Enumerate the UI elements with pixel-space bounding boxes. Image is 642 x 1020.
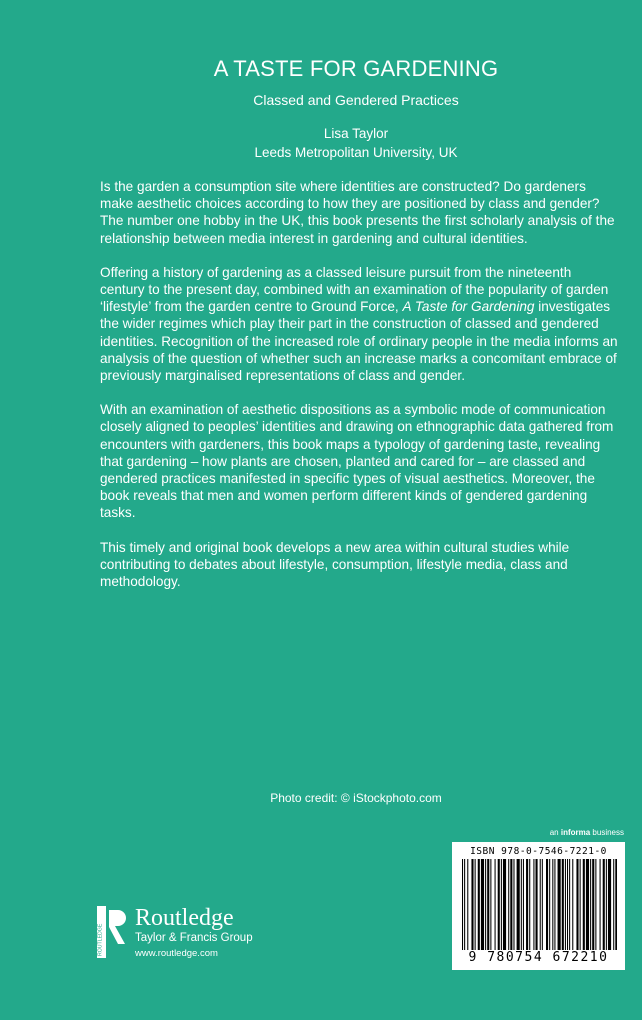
blurb-p2-book-title: A Taste for Gardening: [402, 299, 535, 315]
barcode-bar: [481, 859, 484, 955]
barcode-bar: [580, 859, 581, 955]
blurb-p2-start: Offering a history of gardening as a classed leisure pursuit from the nineteenth century to the present day, combined with an examination of the popularity of garden ‘lifestyle’ from the garden centre to Ground Force,: [100, 264, 609, 315]
barcode-bar: [517, 859, 520, 955]
publisher-text: [135, 906, 253, 959]
barcode-bar: [526, 859, 528, 955]
barcode-bar: [576, 859, 578, 955]
barcode-bar: [583, 859, 585, 955]
barcode-bar: [603, 859, 605, 955]
barcode-bar: [590, 859, 591, 955]
barcode-bar: [565, 859, 566, 955]
barcode-bar: [552, 859, 553, 955]
barcode-bar: [542, 859, 543, 955]
barcode-digits: 9 780754 672210: [452, 950, 625, 965]
blurb-paragraph-4: This timely and original book develops a new area within cultural studies while contributing to debates about lifestyle, consumption, lifestyle media, class and methodology.: [100, 539, 570, 590]
barcode-bar: [567, 859, 568, 955]
author-name: Lisa Taylor: [323, 126, 389, 141]
barcode-bar: [613, 859, 614, 955]
blurb-paragraph-3: With an examination of aesthetic dispositions as a symbolic mode of communication closely aligned to peoples’ identities and drawing on ethnographic data gathered from encounters with gardeners, this book maps a typology of gardening taste, revealing that gardening – how plants are chosen, planted and cared for – are classed and gendered practices manifested in specific types of visual aesthetics. Moreover, the book reveals that men and women perform different kinds of gendered gardening tasks.: [100, 402, 614, 521]
barcode-bar: [471, 859, 473, 955]
barcode-bar: [592, 859, 594, 955]
blurb-paragraph-1: Is the garden a consumption site where identities are constructed? Do gardeners make aesthetic choices according to how they are positioned by class and gender? The number one hobby in the UK, this book presents the first scholarly analysis of the relationship between media interest in gardening and cultural identities.: [100, 179, 615, 246]
barcode-bar: [549, 859, 550, 955]
informa-suffix: business: [590, 828, 624, 837]
barcode-bar: [508, 859, 509, 955]
barcode-bar: [572, 859, 573, 955]
routledge-mark-icon: [97, 906, 127, 958]
barcode-bar: [462, 859, 463, 955]
barcode-bar: [615, 859, 617, 955]
barcode: [452, 842, 625, 970]
barcode-bar: [554, 859, 555, 955]
publisher-logo: [97, 906, 253, 959]
barcode-bar: [586, 859, 589, 955]
barcode-bar: [485, 859, 486, 955]
publisher-name: Routledge: [135, 905, 234, 931]
photo-credit: Photo credit: © iStockphoto.com: [270, 791, 442, 805]
barcode-bar: [467, 859, 468, 955]
barcode-bar: [536, 859, 538, 955]
barcode-bar: [562, 859, 564, 955]
barcode-bar: [600, 859, 601, 955]
barcode-bar: [478, 859, 480, 955]
barcode-bar: [546, 859, 548, 955]
barcode-bar: [569, 859, 570, 955]
book-title: A TASTE FOR GARDENING: [213, 56, 499, 81]
barcode-bar: [495, 859, 496, 955]
book-subtitle: Classed and Gendered Practices: [253, 92, 459, 108]
barcode-bars: [462, 859, 617, 955]
blurb-paragraph-2: [100, 264, 618, 384]
informa-prefix: an: [549, 828, 561, 837]
barcode-bar: [464, 859, 465, 955]
publisher-url: www.routledge.com: [135, 948, 218, 959]
barcode-bar: [608, 859, 611, 955]
barcode-bar: [540, 859, 541, 955]
barcode-bar: [490, 859, 491, 955]
barcode-bar: [487, 859, 489, 955]
blurb-p2-end: investigates the wider regimes which play their part in the construction of classed and gendered identities. Recognition of the increased role of ordinary people in the media informs an analysis of the question of whether such an increase marks a concomitant embrace of previously marginalised representations of class and gender.: [100, 299, 618, 384]
barcode-bar: [501, 859, 502, 955]
isbn-label: ISBN 978-0-7546-7221-0: [470, 846, 607, 857]
author-affiliation: Leeds Metropolitan University, UK: [254, 145, 458, 160]
barcode-bar: [503, 859, 506, 955]
barcode-bar: [475, 859, 476, 955]
publisher-group: Taylor & Francis Group: [135, 932, 253, 944]
barcode-bar: [529, 859, 530, 955]
barcode-bar: [521, 859, 522, 955]
barcode-bar: [523, 859, 524, 955]
informa-tagline: [550, 828, 624, 837]
barcode-bar: [533, 859, 534, 955]
barcode-bar: [595, 859, 596, 955]
barcode-bar: [498, 859, 500, 955]
informa-brand: informa: [560, 828, 591, 837]
barcode-bar: [510, 859, 512, 955]
barcode-bar: [558, 859, 561, 955]
blurb: [100, 178, 618, 607]
barcode-bar: [606, 859, 607, 955]
barcode-bar: [513, 859, 514, 955]
author-block: [0, 124, 642, 162]
routledge-vertical-text: ROUTLEDGE: [97, 923, 104, 956]
